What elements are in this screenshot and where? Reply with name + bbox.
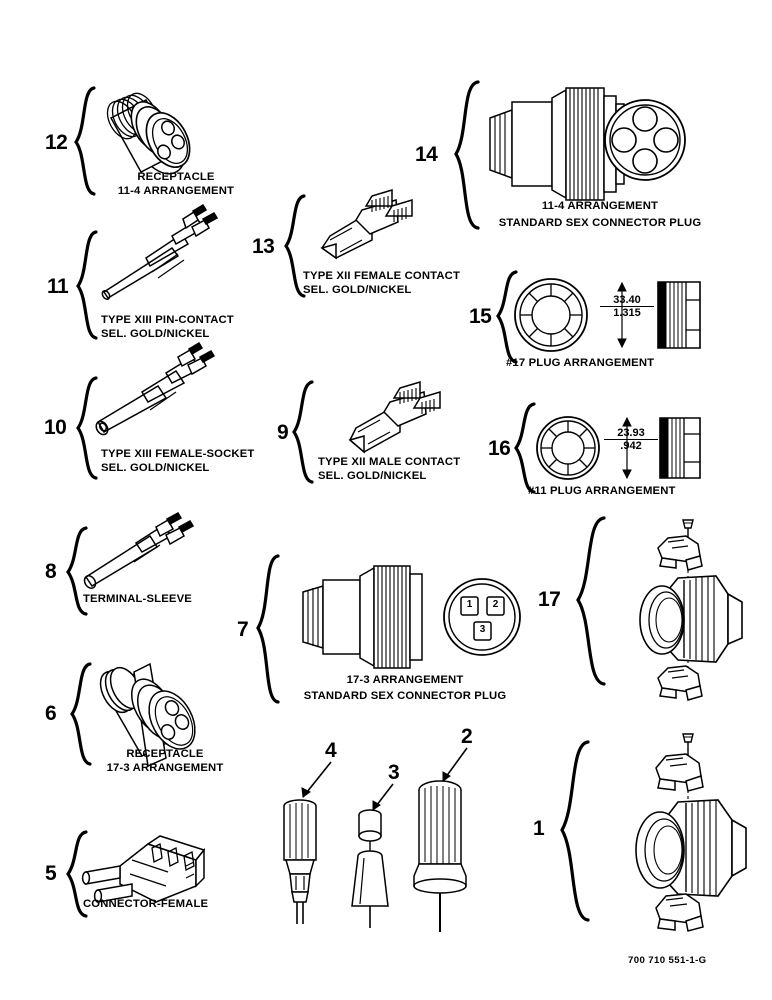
brace-10 [78,378,96,478]
item-10-caption-line-2: SEL. GOLD/NICKEL [101,462,210,474]
item-12-caption-line-2: 11-4 ARRANGEMENT [117,185,235,197]
part-15-ring [515,279,587,351]
item-9-caption-line-2: SEL. GOLD/NICKEL [318,470,427,482]
item-10-caption-line-1: TYPE XIII FEMALE-SOCKET [101,448,255,460]
item-6-caption-line-2: 17-3 ARRANGEMENT [106,762,224,774]
item-number-15[interactable]: 15 [469,305,492,328]
part-5-connector-female [83,836,204,902]
item-number-10[interactable]: 10 [44,416,67,439]
item-number-13[interactable]: 13 [252,235,275,258]
brace-9 [294,382,312,482]
item-13-caption-line-1: TYPE XII FEMALE CONTACT [303,270,461,282]
brace-15 [498,272,516,362]
item-number-7[interactable]: 7 [237,618,249,641]
tool-4-extraction [284,762,331,924]
item-15-dimension-metric: 33.40 [613,294,641,306]
item-16-dimension-imperial: .942 [604,439,658,452]
brace-17 [578,518,604,684]
part-10-female-socket [94,343,214,437]
item-7-caption-line-1: 17-3 ARRANGEMENT [346,674,464,686]
item-7-pin-label-3: 3 [479,624,486,635]
part-11-pin-contact [101,205,217,301]
item-number-6[interactable]: 6 [45,702,57,725]
item-number-2[interactable]: 2 [461,725,473,748]
item-number-8[interactable]: 8 [45,560,57,583]
item-15-dimension-imperial: 1.315 [600,306,654,319]
item-11-caption-line-1: TYPE XIII PIN-CONTACT [101,314,234,326]
item-12-caption-line-1: RECEPTACLE [137,171,215,183]
brace-14 [456,82,478,228]
item-number-17[interactable]: 17 [538,588,561,611]
item-14-caption-line-2: STANDARD SEX CONNECTOR PLUG [498,217,702,229]
item-6-caption-line-1: RECEPTACLE [126,748,204,760]
item-number-1[interactable]: 1 [533,817,545,840]
brace-1 [562,742,588,920]
part-14-pin-face [605,100,685,180]
item-number-14[interactable]: 14 [415,143,438,166]
item-15-dimension [600,294,654,319]
part-12-receptacle [102,88,199,182]
item-9-caption-line-1: TYPE XII MALE CONTACT [318,456,461,468]
part-8-terminal-sleeve [82,513,193,590]
part-16-ring [537,417,599,479]
item-8-caption-line-1: TERMINAL-SLEEVE [83,593,192,605]
part-17-boot-clamp [640,520,742,700]
item-number-12[interactable]: 12 [45,131,68,154]
part-7-connector-plug [303,566,520,668]
item-number-5[interactable]: 5 [45,862,57,885]
item-7-pin-label-1: 1 [466,599,473,610]
tool-3-insertion [352,784,393,928]
item-number-11[interactable]: 11 [47,275,69,298]
item-number-4[interactable]: 4 [325,739,337,762]
item-14-caption-line-1: 11-4 ARRANGEMENT [541,200,659,212]
item-number-3[interactable]: 3 [388,761,400,784]
part-7-pin-face [444,579,520,655]
drawing-number: 700 710 551-1-G [628,955,707,966]
brace-7 [258,556,278,702]
brace-16 [516,404,534,492]
item-number-9[interactable]: 9 [277,421,289,444]
part-15-side-view [658,282,700,348]
brace-11 [78,232,96,338]
item-16-dimension-metric: 23.93 [617,427,645,439]
part-1-boot-clamp [636,734,746,931]
tool-2-screwdriver [414,748,467,932]
part-16-side-view [660,418,700,478]
item-16-caption-line-1: #11 PLUG ARRANGEMENT [528,485,676,497]
item-7-caption-line-2: STANDARD SEX CONNECTOR PLUG [303,690,507,702]
item-7-pin-label-2: 2 [492,599,499,610]
item-16-dimension [604,427,658,452]
part-13-female-contact [322,190,412,258]
item-15-caption-line-1: #17 PLUG ARRANGEMENT [506,357,655,369]
part-14-connector-plug [490,88,685,200]
item-11-caption-line-2: SEL. GOLD/NICKEL [101,328,210,340]
brace-13 [286,196,304,296]
item-number-16[interactable]: 16 [488,437,511,460]
item-13-caption-line-2: SEL. GOLD/NICKEL [303,284,412,296]
part-9-male-contact [350,382,440,452]
brace-12 [76,88,94,194]
item-5-caption-line-1: CONNECTOR-FEMALE [83,898,209,910]
